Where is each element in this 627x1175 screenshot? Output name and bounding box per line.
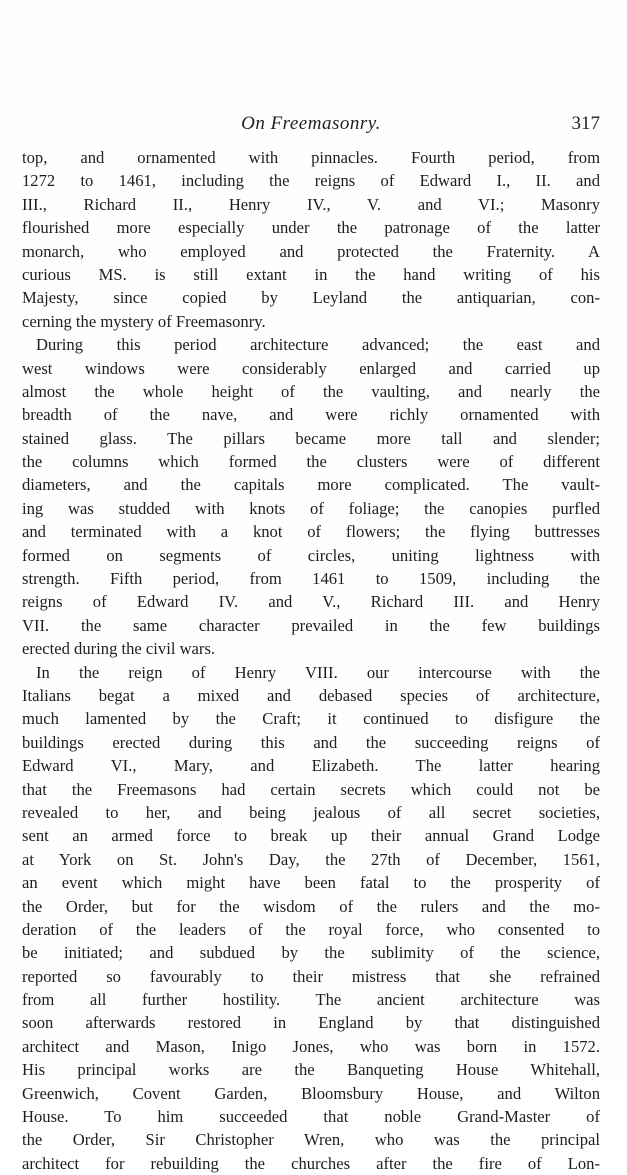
text-line: His principal works are the Banqueting House Whitehall, <box>22 1060 600 1080</box>
text-line: the Order, but for the wisdom of the rulers and the mo- <box>22 896 600 916</box>
text-line: architect and Mason, Inigo Jones, who was born in 1572. <box>22 1036 600 1056</box>
text-line: much lamented by the Craft; it continued to disfigure the <box>22 709 600 729</box>
text-line: VII. the same character prevailed in the few buildings <box>22 615 600 635</box>
text-line: the columns which formed the clusters were of different <box>22 452 600 472</box>
text-line: monarch, who employed and protected the Fraternity. A <box>22 241 600 261</box>
text-line: buildings erected during this and the succeeding reigns of <box>22 732 600 752</box>
text-line: ing was studded with knots of foliage; the canopies purfled <box>22 498 600 518</box>
text-line: top, and ornamented with pinnacles. Fourth period, from <box>22 148 600 167</box>
text-line: deration of the leaders of the royal force, who consented to <box>22 919 600 939</box>
text-line: House. To him succeeded that noble Grand-Master of <box>22 1107 600 1127</box>
body-text <box>22 146 600 1175</box>
text-line: In the reign of Henry VIII. our intercourse with the <box>36 662 600 682</box>
text-line: almost the whole height of the vaulting, and nearly the <box>22 381 600 401</box>
text-line: 1272 to 1461, including the reigns of Edward I., II. and <box>22 171 600 191</box>
text-line: flourished more especially under the patronage of the latter <box>22 218 600 238</box>
text-line: breadth of the nave, and were richly ornamented with <box>22 405 600 425</box>
running-title: On Freemasonry. <box>241 113 381 134</box>
text-line: cerning the mystery of Freemasonry. <box>22 311 266 331</box>
text-line: reigns of Edward IV. and V., Richard III. and Henry <box>22 592 600 612</box>
text-line: an event which might have been fatal to the prosperity of <box>22 873 600 893</box>
text-line: strength. Fifth period, from 1461 to 1509, including the <box>22 569 600 589</box>
text-line: Edward VI., Mary, and Elizabeth. The latter hearing <box>22 756 600 776</box>
text-line: diameters, and the capitals more complicated. The vault- <box>22 475 600 495</box>
text-line: and terminated with a knot of flowers; the flying buttresses <box>22 522 600 542</box>
text-line: that the Freemasons had certain secrets which could not be <box>22 779 600 799</box>
text-line: architect for rebuilding the churches after the fire of Lon- <box>22 1153 600 1173</box>
text-line: at York on St. John's Day, the 27th of December, 1561, <box>22 849 600 869</box>
text-line: III., Richard II., Henry IV., V. and VI.; Masonry <box>22 194 600 214</box>
text-line: During this period architecture advanced; the east and <box>36 335 600 355</box>
text-line: soon afterwards restored in England by that distinguished <box>22 1013 600 1033</box>
page-header <box>22 113 600 141</box>
text-line: Majesty, since copied by Leyland the antiquarian, con- <box>22 288 600 308</box>
text-line: from all further hostility. The ancient architecture was <box>22 990 600 1010</box>
text-line: the Order, Sir Christopher Wren, who was the principal <box>22 1130 600 1150</box>
text-line: reported so favourably to their mistress that she refrained <box>22 966 600 986</box>
text-line: sent an armed force to break up their annual Grand Lodge <box>22 826 600 846</box>
text-line: Greenwich, Covent Garden, Bloomsbury House, and Wilton <box>22 1083 600 1103</box>
text-line: be initiated; and subdued by the sublimity of the science, <box>22 943 600 963</box>
page-number: 317 <box>571 113 600 134</box>
text-line: stained glass. The pillars became more tall and slender; <box>22 428 600 448</box>
text-line: curious MS. is still extant in the hand writing of his <box>22 264 600 284</box>
text-line: west windows were considerably enlarged and carried up <box>22 358 600 378</box>
text-line: formed on segments of circles, uniting lightness with <box>22 545 600 565</box>
text-line: erected during the civil wars. <box>22 639 216 659</box>
text-line: Italians begat a mixed and debased species of architecture, <box>22 685 600 705</box>
text-line: revealed to her, and being jealous of all secret societies, <box>22 802 600 822</box>
